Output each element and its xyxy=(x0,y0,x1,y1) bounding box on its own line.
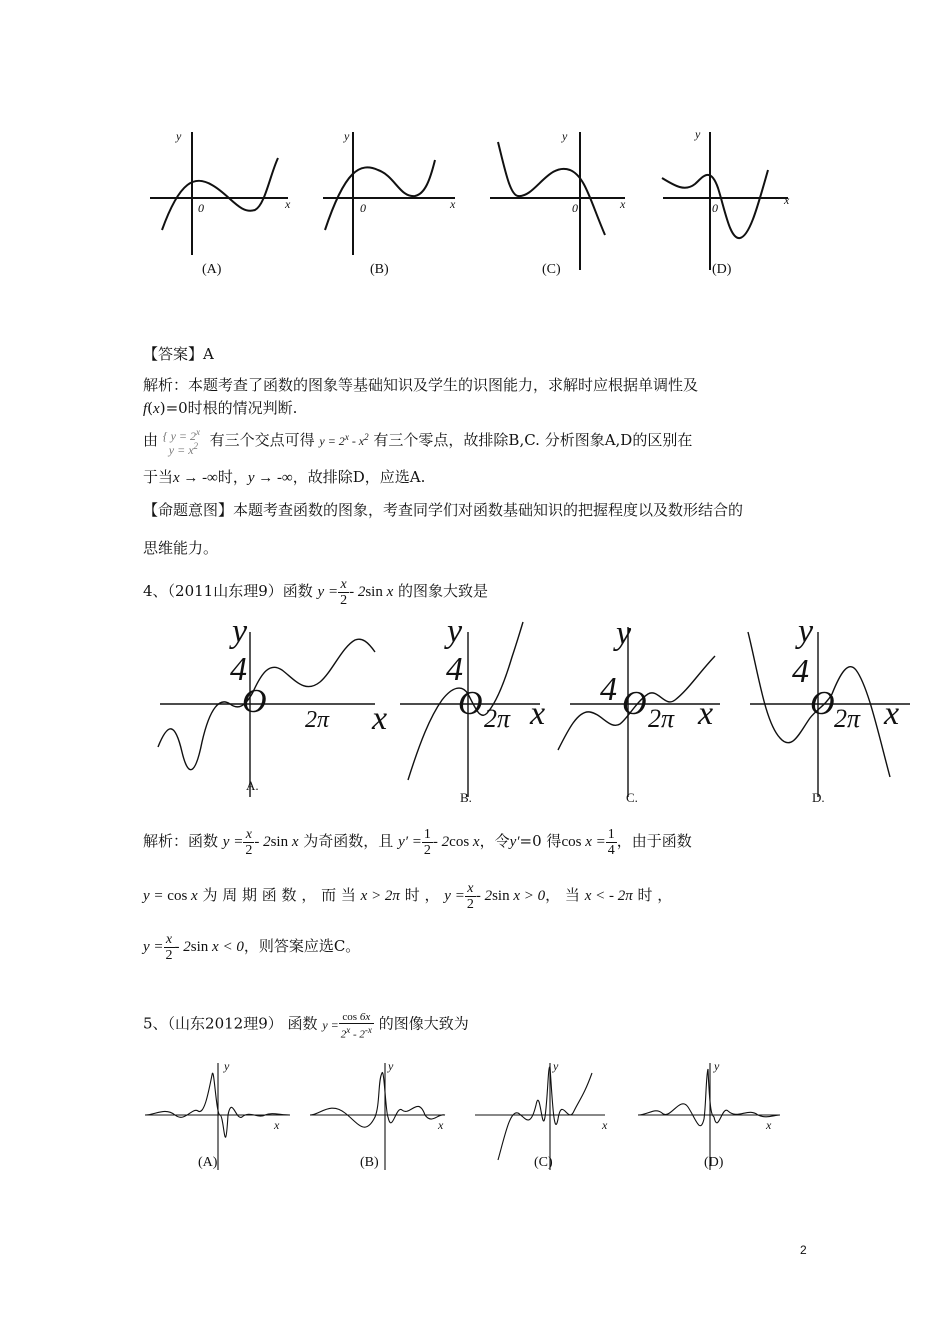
q4-c-twopi: 2π xyxy=(648,704,675,733)
q5-d-y-label: y xyxy=(714,1059,720,1073)
q3-b-origin: 0 xyxy=(360,201,366,215)
q3-fx-expr: f xyxy=(143,401,148,417)
q3-limit-x: x → -∞ xyxy=(173,470,218,486)
q3-analysis-4b: 时， xyxy=(217,468,248,486)
q3-d-caption: (D) xyxy=(712,262,732,277)
q5-function-expr: y = $\frac{\cos 6x}{2^x - 2^{-x}}$ xyxy=(322,1011,372,1041)
q4-sol-ineq1: y = $\frac{x}{2}$ - 2sin x > 0 xyxy=(444,881,546,912)
q5-c-y-label: y xyxy=(553,1059,559,1073)
q3-b-caption: (B) xyxy=(370,262,389,277)
q3-analysis-3c: 有三个零点，故排除B,C. 分析图象A,D的区别在 xyxy=(373,431,693,449)
q3-analysis-line1: 解析：本题考查了函数的图象等基础知识及学生的识图能力，求解时应根据单调性及 xyxy=(143,376,699,394)
q3-b-x-label: x xyxy=(450,197,456,211)
q3-d-y-label: y xyxy=(695,127,701,141)
q5-c-caption: (C) xyxy=(534,1155,553,1170)
q3-a-caption: (A) xyxy=(202,262,222,277)
q4-stem-suffix: 的图象大致是 xyxy=(398,581,489,600)
q4-c-four: 4 xyxy=(600,671,617,708)
q4-graphs xyxy=(150,612,920,812)
q5-c-x-label: x xyxy=(602,1118,608,1132)
q4-d-caption: D. xyxy=(812,790,825,805)
q5-stem-prefix: 5、（山东2012理9） 函数 xyxy=(143,1014,318,1033)
q5-stem xyxy=(143,1011,469,1041)
q3-a-x-label: x xyxy=(285,197,291,211)
q4-a-y-label: y xyxy=(232,613,248,650)
q3-y-expr: $y = 2^x - x^2$ xyxy=(319,432,369,448)
q3-analysis-3b: 有三个交点可得 xyxy=(209,431,315,449)
q4-d-origin: O xyxy=(810,685,835,722)
q3-b-y-label: y xyxy=(344,129,350,143)
q4-sol-cos: cos x = $\frac{1}{4}$ xyxy=(561,827,615,858)
q5-d-caption: (D) xyxy=(704,1155,724,1170)
q3-intent-line2: 思维能力。 xyxy=(143,539,219,557)
q4-b-caption: B. xyxy=(460,790,472,805)
q4-b-origin: O xyxy=(458,685,483,722)
q3-c-x-label: x xyxy=(620,197,626,211)
q5-b-caption: (B) xyxy=(360,1155,379,1170)
q4-solution-line1 xyxy=(143,827,692,858)
q4-sol-3b: ，则答案应选C。 xyxy=(243,936,361,955)
q3-d-x-label: x xyxy=(784,193,790,207)
q3-analysis-line2-tail: =0时根的情况判断. xyxy=(165,399,298,417)
q4-b-four: 4 xyxy=(446,651,463,688)
q4-sol-cond2: x < - 2π xyxy=(584,887,633,904)
q4-c-caption: C. xyxy=(626,790,638,805)
q4-solution-line3 xyxy=(143,932,360,963)
q4-sol-derivative: y′ = $\frac{1}{2}$ - 2cos x xyxy=(398,827,480,858)
q4-b-twopi: 2π xyxy=(484,704,511,733)
q4-sol-ycos: y = cos x xyxy=(143,887,198,904)
q3-limit-y: y → -∞ xyxy=(247,470,293,486)
q3-a-origin: 0 xyxy=(198,201,204,215)
q4-sol-2c: ， 当 xyxy=(545,885,580,904)
q4-sol-1c: ，令 xyxy=(479,831,510,850)
q4-a-x-label: x xyxy=(372,700,388,737)
q3-intent-line1: 【命题意图】本题考查函数的图象，考查同学们对函数基础知识的把握程度以及数形结合的 xyxy=(143,501,744,519)
q4-b-y-label: y xyxy=(447,613,463,650)
q3-graphs xyxy=(140,120,820,290)
q4-c-origin: O xyxy=(622,685,647,722)
q3-system-expr: { $y = 2^x$ $y = x^2$ xyxy=(162,427,201,457)
q3-answer: 【答案】A xyxy=(143,345,214,363)
q4-sol-2a: 为 周 期 函 数 ， 而 当 xyxy=(202,885,356,904)
q5-b-y-label: y xyxy=(388,1059,394,1073)
page-number: 2 xyxy=(800,1243,807,1257)
q4-sol-1e: ，由于函数 xyxy=(616,831,692,850)
q4-solution-line2 xyxy=(143,881,672,912)
q4-d-x-label: x xyxy=(884,695,900,732)
q4-b-x-label: x xyxy=(530,695,546,732)
q3-analysis-line4 xyxy=(143,466,425,489)
q3-c-y-label: y xyxy=(562,129,568,143)
q4-sol-2b: 时 ， xyxy=(404,885,440,904)
q4-sol-1d: =0 得 xyxy=(519,831,562,850)
q4-a-four: 4 xyxy=(230,651,247,688)
q3-c-origin: 0 xyxy=(572,201,578,215)
q4-sol-2d: 时 ， xyxy=(637,885,673,904)
q4-stem-prefix: 4、（2011山东理9）函数 xyxy=(143,581,313,600)
q4-stem xyxy=(143,577,488,608)
q4-d-y-label: y xyxy=(798,613,814,650)
q5-a-y-label: y xyxy=(224,1059,230,1073)
q5-a-caption: (A) xyxy=(198,1155,218,1170)
q4-d-four: 4 xyxy=(792,653,809,690)
q4-sol-cond1: x > 2π xyxy=(360,887,400,904)
q4-a-caption: A. xyxy=(246,778,259,793)
q4-sol-fn: y = $\frac{x}{2}$ - 2sin x xyxy=(222,827,299,858)
q5-graphs xyxy=(140,1055,790,1180)
q3-d-origin: 0 xyxy=(712,201,718,215)
q4-function-expr: y = $\frac{x}{2}$ - 2sin x xyxy=(317,577,394,608)
q5-d-x-label: x xyxy=(766,1118,772,1132)
q3-analysis-3a: 由 xyxy=(143,431,159,449)
q4-c-y-label: y xyxy=(616,615,632,652)
q5-stem-suffix: 的图像大致为 xyxy=(378,1014,469,1033)
q5-a-x-label: x xyxy=(274,1118,280,1132)
q3-analysis-line2: f(x)=0时根的情况判断. xyxy=(143,399,298,417)
q5-b-x-label: x xyxy=(438,1118,444,1132)
q4-sol-1a: 解析：函数 xyxy=(143,831,219,850)
q4-sol-1b: 为奇函数，且 xyxy=(303,831,394,850)
q3-analysis-4a: 于当 xyxy=(143,468,174,486)
q4-d-twopi: 2π xyxy=(834,704,861,733)
q3-analysis-4c: ，故排除D，应选A. xyxy=(292,468,426,486)
q4-a-origin: O xyxy=(242,683,267,720)
q3-c-caption: (C) xyxy=(542,262,561,277)
q4-sol-yprime: y′ xyxy=(509,833,520,850)
q3-analysis-line3 xyxy=(143,426,692,455)
q4-c-x-label: x xyxy=(698,695,714,732)
q4-sol-ineq2: y = $\frac{x}{2}$ - 2sin x < 0 xyxy=(143,932,244,963)
q3-a-y-label: y xyxy=(176,129,182,143)
q4-a-twopi: 2π xyxy=(305,707,330,733)
